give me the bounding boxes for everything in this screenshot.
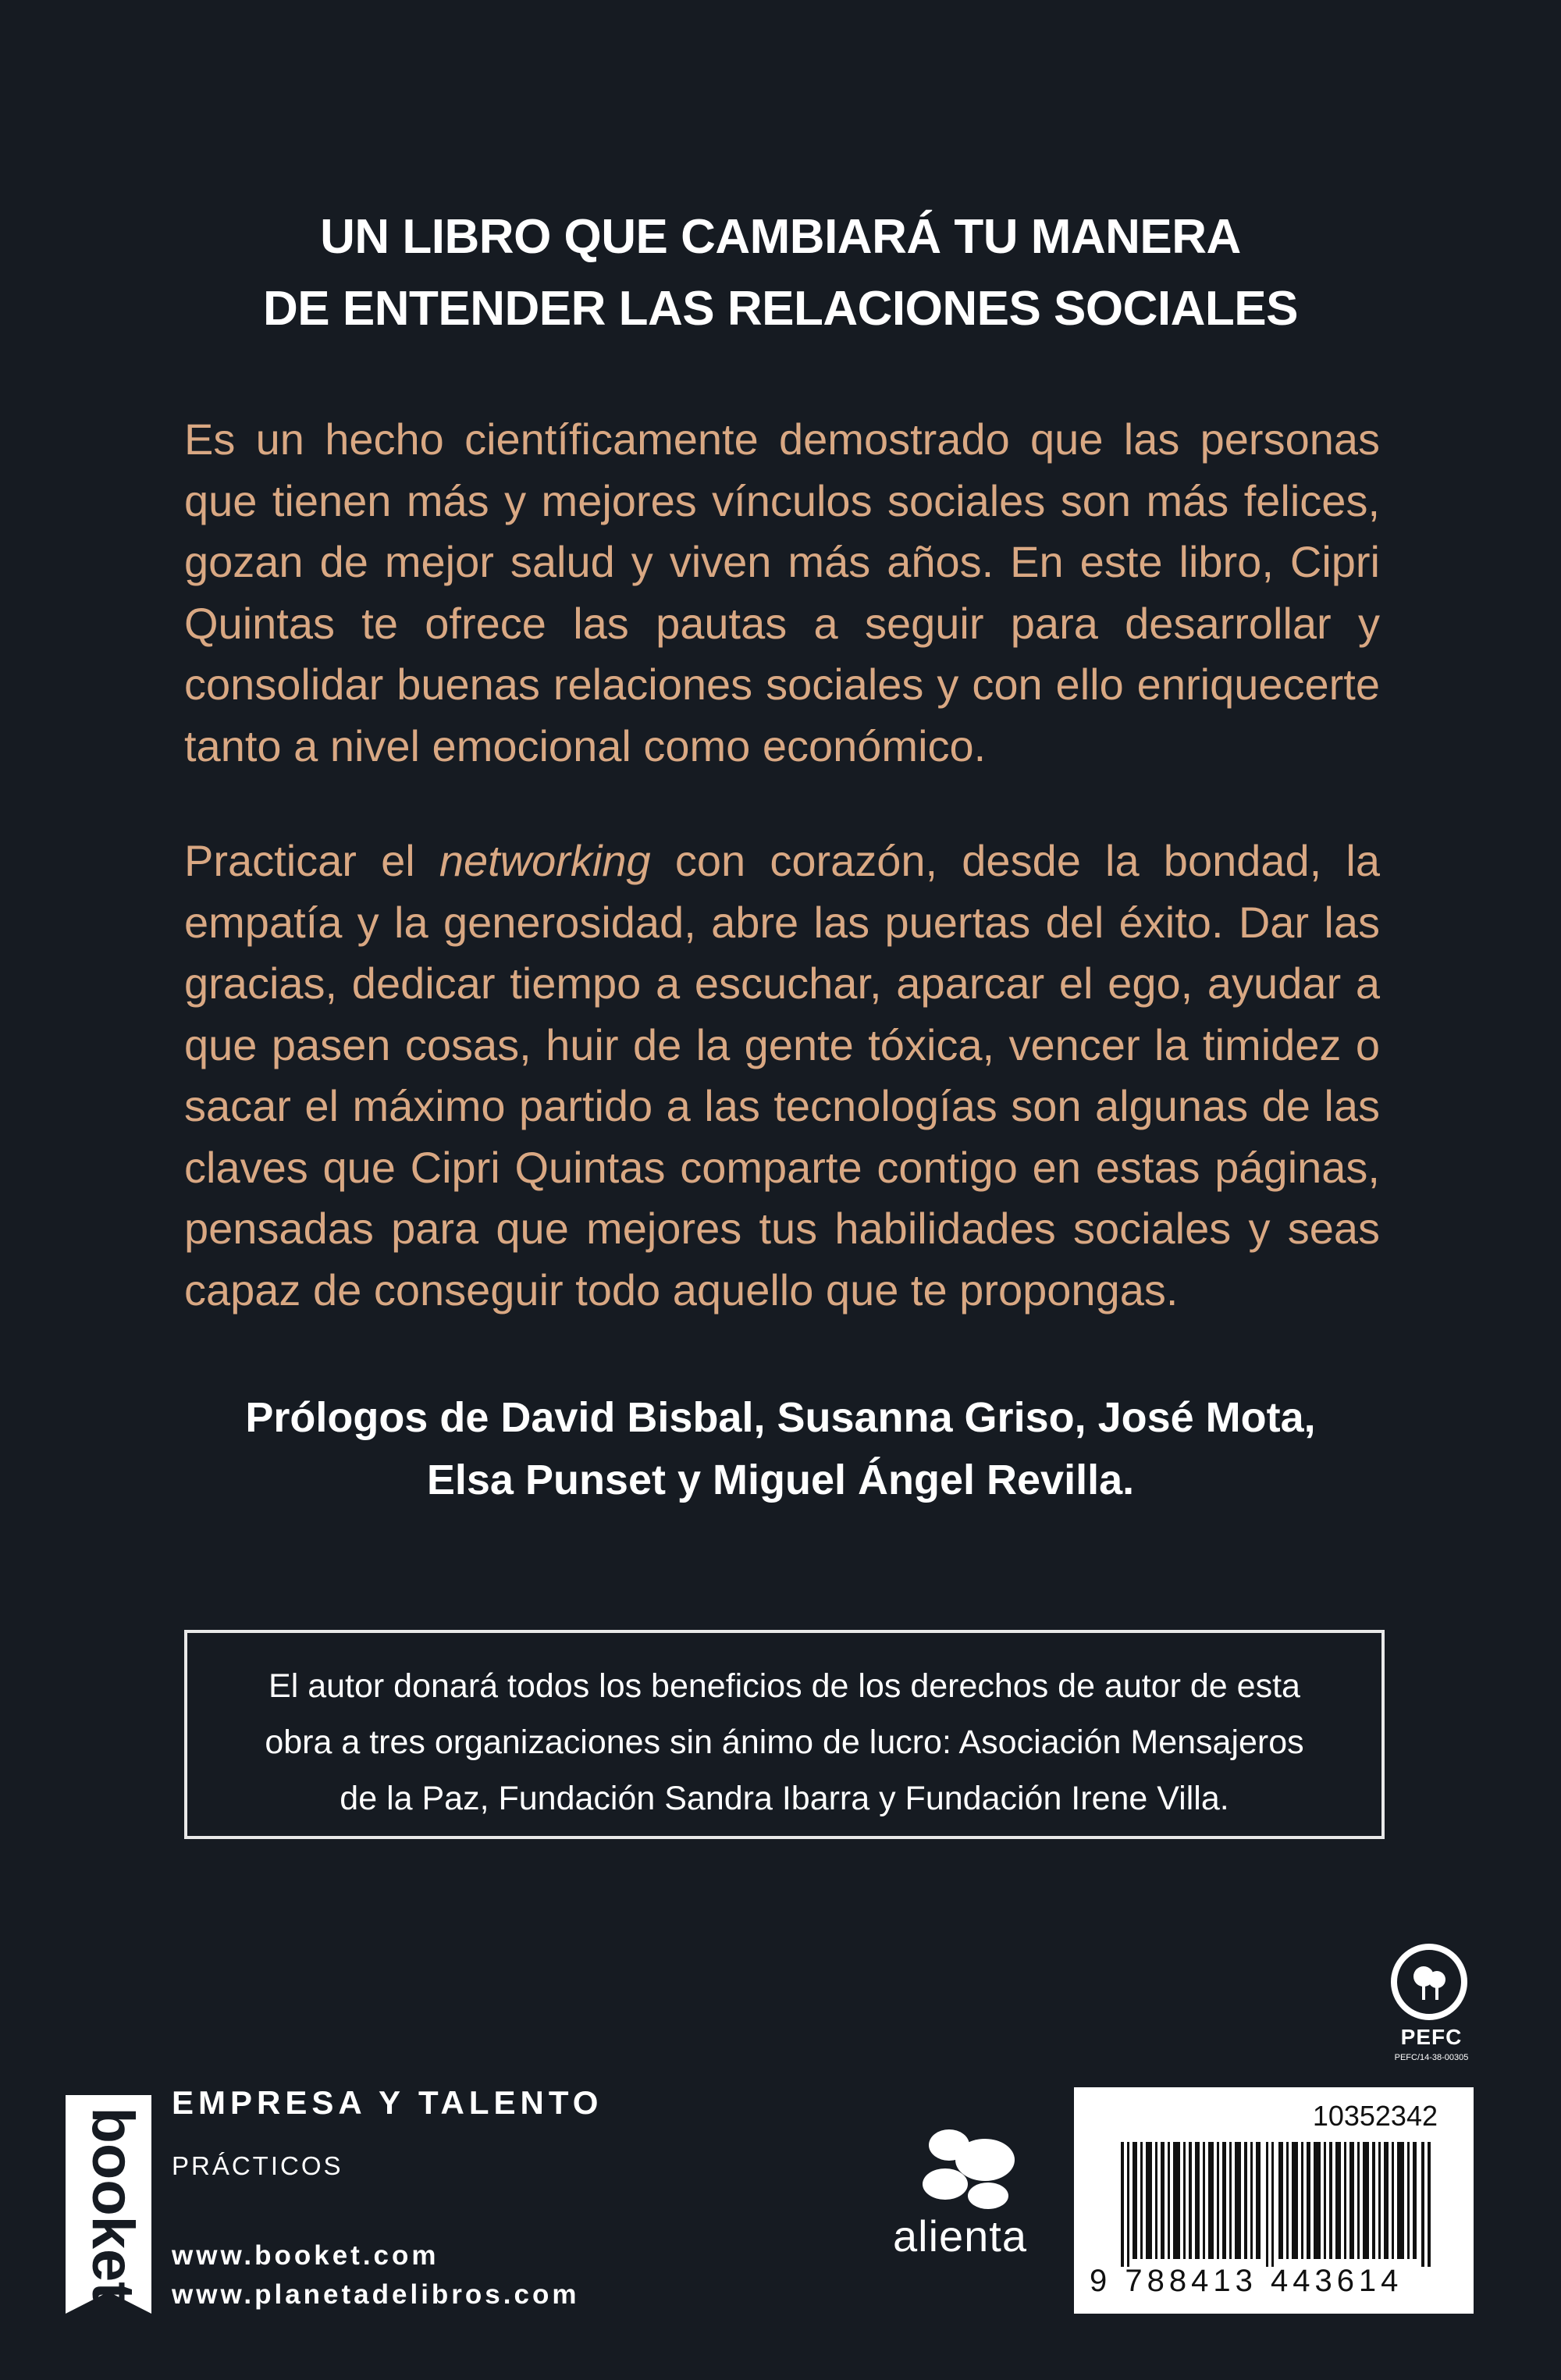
paragraph-2-rest: con corazón, desde la bondad, la empatía y la generosidad, abre las puertas del éxito. Dar las gracias, dedicar tiempo a escuchar, aparcar el ego, ayudar a que pasen cosas, huir de la gente tóxica, vencer la timidez o sacar el máximo partido a las tecnologías son algunas de las claves que Cipri Quintas comparte contigo en estas páginas, pensadas para que mejores tus habilidades sociales y seas capaz de conseguir todo aquello que te propongas.: [184, 836, 1380, 1315]
headline-line-1: UN LIBRO QUE CAMBIARÁ TU MANERA: [320, 210, 1241, 264]
pefc-certification-logo: [1385, 1944, 1478, 2065]
subcollection-name: PRÁCTICOS: [172, 2151, 343, 2180]
pefc-code: PEFC/14-38-00305: [1394, 2053, 1469, 2062]
prologues-line-2: Elsa Punset y Miguel Ángel Revilla.: [426, 1457, 1135, 1503]
synopsis-paragraph-1: Es un hecho científicamente demostrado que las personas que tienen más y mejores vínculos sociales son más felices, gozan de mejor salud y viven más años. En este libro, Cipri Quintas te ofrece las pautas a seguir para desarrollar y consolidar buenas relaciones sociales y con ello enriquecerte tanto a nivel emocional como económico.: [184, 414, 1380, 770]
speech-bubble-icon: [968, 2183, 1008, 2209]
headline-line-2: DE ENTENDER LAS RELACIONES SOCIALES: [263, 282, 1298, 336]
booket-url[interactable]: www.booket.com: [172, 2240, 439, 2271]
booket-logo-icon: [66, 2095, 151, 2314]
notice-line-2: obra a tres organizaciones sin ánimo de lucro: Asociación Mensajeros: [265, 1724, 1304, 1761]
isbn-digits: 9 788413 443614: [1090, 2264, 1403, 2298]
headline: [0, 201, 1561, 345]
barcode-icon: [1121, 2142, 1433, 2267]
barcode-panel: [1074, 2087, 1474, 2314]
prologues-line-1: Prólogos de David Bisbal, Susanna Griso, José Mota,: [245, 1394, 1316, 1441]
synopsis-paragraph-2: [184, 831, 1380, 1321]
speech-bubble-icon: [955, 2139, 1015, 2181]
paragraph-2-italic-term: networking: [439, 836, 651, 885]
alienta-logo: [874, 2123, 1046, 2261]
speech-bubble-icon: [923, 2168, 968, 2200]
paragraph-2-start: Practicar el: [184, 836, 439, 885]
alienta-logo-text: alienta: [892, 2211, 1028, 2261]
notice-line-1: El autor donará todos los beneficios de los derechos de autor de esta: [268, 1667, 1300, 1705]
booket-logo-text: booket: [79, 2107, 146, 2302]
planetadelibros-url[interactable]: www.planetadelibros.com: [172, 2279, 580, 2310]
donation-notice-text: [203, 1658, 1366, 1827]
prologues-credit: [0, 1386, 1561, 1511]
barcode-reference-number: 10352342: [1312, 2100, 1438, 2132]
donation-notice-box: [184, 1630, 1385, 1839]
pefc-label: PEFC: [1400, 2025, 1463, 2049]
collection-name: EMPRESA Y TALENTO: [172, 2084, 603, 2121]
notice-line-3: de la Paz, Fundación Sandra Ibarra y Fundación Irene Villa.: [340, 1780, 1229, 1817]
pefc-tree-icon: [1411, 1962, 1449, 2003]
